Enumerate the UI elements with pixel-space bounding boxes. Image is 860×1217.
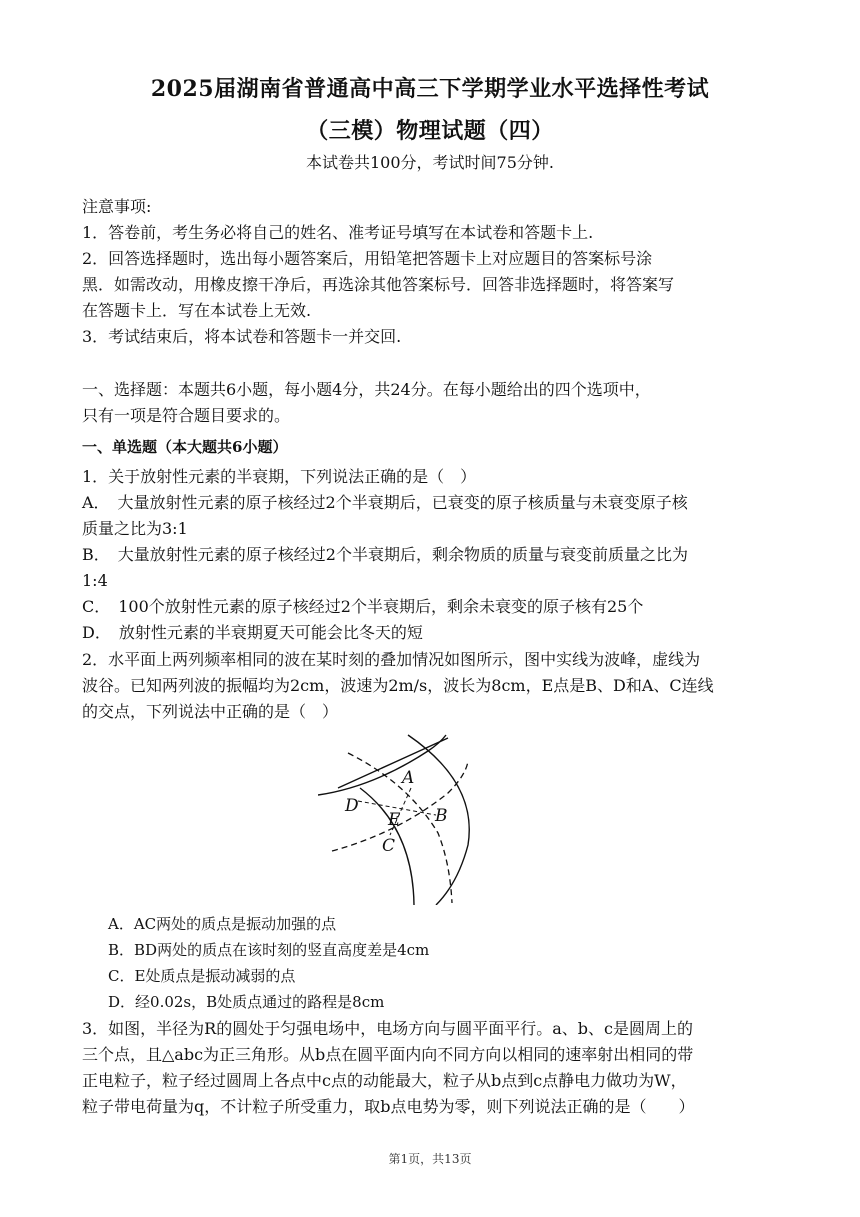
notes-line: 3．考试结束后，将本试卷和答题卡一并交回. <box>82 327 402 346</box>
q3-stem: 3．如图，半径为R的圆处于匀强电场中，电场方向与圆平面平行。a、b、c是圆周上的 <box>82 1019 693 1038</box>
label-c: C <box>382 836 396 856</box>
q3-stem: 三个点，且△abc为正三角形。从b点在圆平面内向不同方向以相同的速率射出相同的带 <box>82 1045 694 1064</box>
exam-subject-title: （三模）物理试题（四） <box>306 118 554 144</box>
q1-option-a-cont: 质量之比为3:1 <box>82 519 188 538</box>
notes-line: 在答题卡上．写在本试卷上无效. <box>82 301 312 320</box>
q1-option-c: C． 100个放射性元素的原子核经过2个半衰期后，剩余未衰变的原子核有25个 <box>82 597 644 616</box>
q2-option-c: C．E处质点是振动减弱的点 <box>108 967 296 985</box>
q2-stem: 2．水平面上两列频率相同的波在某时刻的叠加情况如图所示，图中实线为波峰，虚线为 <box>82 650 701 669</box>
q2-option-b: B．BD两处的质点在该时刻的竖直高度差是4cm <box>108 941 430 959</box>
section-line: 只有一项是符合题目要求的。 <box>82 406 291 425</box>
exam-title: 2025届湖南省普通高中高三下学期学业水平选择性考试 <box>150 76 710 102</box>
notes-heading: 注意事项: <box>82 197 152 216</box>
q1-option-a: A． 大量放射性元素的原子核经过2个半衰期后，已衰变的原子核质量与未衰变原子核 <box>82 493 688 512</box>
notes-block <box>82 194 742 350</box>
q1-stem: 1．关于放射性元素的半衰期，下列说法正确的是（ ） <box>82 467 477 486</box>
q1-option-d: D． 放射性元素的半衰期夏天可能会比冬天的短 <box>82 623 423 642</box>
section-line: 一、选择题：本题共6小题，每小题4分，共24分。在每小题给出的四个选项中， <box>82 380 651 399</box>
q3-stem: 正电粒子，粒子经过圆周上各点中c点的动能最大，粒子从b点到c点静电力做功为W， <box>82 1071 687 1090</box>
q2-options <box>108 911 708 1015</box>
q2-stem: 波谷。已知两列波的振幅均为2cm，波速为2m/s，波长为8cm，E点是B、D和A、C连线 <box>82 676 714 695</box>
q2-stem: 的交点，下列说法中正确的是（ ） <box>82 702 339 721</box>
wave-interference-figure <box>318 733 488 905</box>
label-b: B <box>435 806 448 826</box>
exam-info: 本试卷共100分，考试时间75分钟. <box>306 153 554 172</box>
q2-option-d: D．经0.02s，B处质点通过的路程是8cm <box>108 993 385 1011</box>
section-subheading: 一、单选题（本大题共6小题） <box>82 438 288 456</box>
page-number: 第1页，共13页 <box>388 1152 472 1166</box>
notes-line: 2．回答选择题时，选出每小题答案后，用铅笔把答题卡上对应题目的答案标号涂 <box>82 249 653 268</box>
q1-option-b-cont: 1:4 <box>82 571 108 590</box>
question-2 <box>82 647 742 725</box>
label-a: A <box>402 768 415 788</box>
notes-line: 黑．如需改动，用橡皮擦干净后，再选涂其他答案标号．回答非选择题时，将答案写 <box>82 275 675 294</box>
q3-stem: 粒子带电荷量为q，不计粒子所受重力，取b点电势为零，则下列说法正确的是（ ） <box>82 1097 695 1116</box>
label-e: E <box>388 810 401 830</box>
notes-line: 1．答卷前，考生务必将自己的姓名、准考证号填写在本试卷和答题卡上. <box>82 223 594 242</box>
section-intro <box>82 377 742 429</box>
q1-option-b: B． 大量放射性元素的原子核经过2个半衰期后，剩余物质的质量与衰变前质量之比为 <box>82 545 688 564</box>
label-d: D <box>345 796 359 816</box>
q2-option-a: A．AC两处的质点是振动加强的点 <box>108 915 337 933</box>
question-1 <box>82 464 742 646</box>
question-3 <box>82 1016 742 1120</box>
